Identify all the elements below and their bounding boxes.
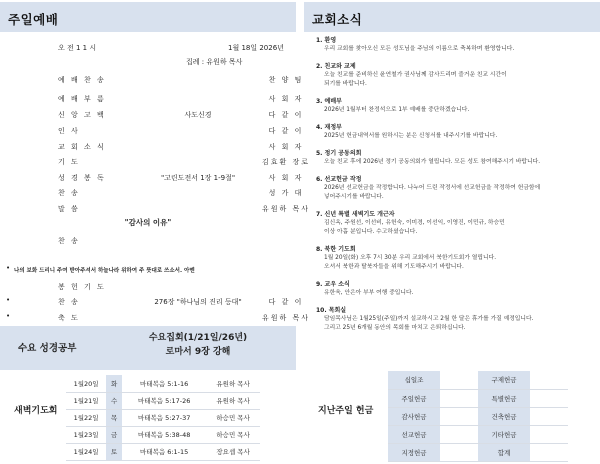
offering-type: 선교헌금 <box>388 425 440 443</box>
order-item: 봉 헌 기 도 <box>58 283 106 291</box>
offering-amount <box>530 443 568 461</box>
dawn-date: 1월21일 <box>66 392 106 409</box>
order-detail: "고린도전서 1장 1-9절" <box>160 174 236 182</box>
order-row <box>58 282 286 292</box>
offering-type: 구제헌금 <box>478 371 530 389</box>
offering-amount <box>440 443 478 461</box>
news-title: 4. 재정부 <box>316 124 342 131</box>
order-item: 성 경 봉 독 <box>58 174 106 182</box>
news-title: 3. 예배부 <box>316 98 342 105</box>
news-title: 10. 목회실 <box>316 307 347 314</box>
offering-amount <box>440 389 478 407</box>
order-row <box>58 126 304 136</box>
news-body: 김신옥, 주원선, 이선비, 유헌숙, 이미경, 이선익, 이영진, 이민규, 하승민 <box>324 220 505 226</box>
news-title: 8. 북한 기도회 <box>316 246 356 253</box>
news-body: 1월 20일(화) 오후 7시 30분 우리 교회에서 북한기도회가 열립니다. <box>324 255 497 261</box>
offering-amount <box>440 407 478 425</box>
dawn-day: 금 <box>106 426 122 443</box>
study-label: 수요 성경공부 <box>18 343 77 354</box>
news-body: 오늘 친교를 준비하신 윤연철가 권사님께 감사드리며 즐거운 친교 시간이 <box>324 72 507 78</box>
dawn-preacher: 장요셉 목사 <box>206 443 260 460</box>
offering-amount <box>440 371 478 389</box>
order-item: 기 도 <box>58 158 80 166</box>
offering-row <box>388 425 568 443</box>
offering-prayer: 나의 보화 드리니 주여 받아주셔서 하늘나라 위하여 주 뜻대로 쓰소서. 아멘 <box>14 268 195 274</box>
offering-type: 특별헌금 <box>478 389 530 407</box>
study-text <box>110 331 286 359</box>
offering-row <box>388 443 568 461</box>
dawn-day: 수 <box>106 392 122 409</box>
order-row <box>58 75 304 85</box>
news-item <box>316 245 596 272</box>
dawn-scripture: 마태복음 5:1-16 <box>122 375 206 392</box>
order-person: 유원하 목사 <box>261 314 311 322</box>
dawn-prayer-label: 새벽기도회 <box>14 406 58 416</box>
offering-type: 주일헌금 <box>388 389 440 407</box>
dawn-date: 1월23일 <box>66 426 106 443</box>
news-body: 오셔서 북한과 탈북자들을 위해 기도해주시기 바랍니다. <box>324 264 464 270</box>
offering-type: 십일조 <box>388 371 440 389</box>
offering-type: 감사헌금 <box>388 407 440 425</box>
bullet-icon: • <box>6 312 11 320</box>
order-item: 찬 송 <box>58 237 80 245</box>
news-body: 유한욱, 안은아 부부 여행 중입니다. <box>324 290 414 296</box>
offering-type: 합계 <box>478 443 530 461</box>
offering-row <box>388 407 568 425</box>
dawn-preacher: 유원하 목사 <box>206 392 260 409</box>
order-person: 성 가 대 <box>268 189 304 197</box>
offering-label: 지난주일 헌금 <box>318 406 374 416</box>
order-person: 사 회 자 <box>268 95 304 103</box>
offering-amount <box>530 389 568 407</box>
news-title: 6. 선교헌금 작정 <box>316 176 362 183</box>
service-leader: 집례 : 유원하 목사 <box>186 58 243 66</box>
news-item <box>316 210 596 237</box>
news-list <box>316 36 596 341</box>
news-body: 넣어주시기를 바랍니다. <box>324 194 384 200</box>
news-section <box>304 0 600 464</box>
order-row <box>58 142 304 152</box>
dawn-day: 목 <box>106 409 122 426</box>
dawn-row <box>66 443 260 460</box>
news-body: 되기를 바랍니다. <box>324 81 367 87</box>
news-title: 2. 친교와 교제 <box>316 63 356 70</box>
dawn-row <box>66 375 260 392</box>
order-item: 말 씀 <box>58 205 80 213</box>
order-item: 축 도 <box>58 314 80 322</box>
offering-amount <box>530 425 568 443</box>
dawn-scripture: 마태복음 5:27-37 <box>122 409 206 426</box>
dawn-row <box>66 392 260 409</box>
order-row <box>58 173 304 183</box>
dawn-date: 1월20일 <box>66 375 106 392</box>
order-row <box>58 313 311 323</box>
dawn-date: 1월24일 <box>66 443 106 460</box>
service-date: 1월 18일 2026년 <box>228 44 284 52</box>
order-row <box>58 188 304 198</box>
order-person: 사 회 자 <box>268 174 304 182</box>
news-item <box>316 175 596 202</box>
dawn-scripture: 마태복음 6:1-15 <box>122 443 206 460</box>
dawn-prayer-table <box>66 375 260 461</box>
service-time: 오 전 1 1 시 <box>58 44 97 52</box>
dawn-day: 화 <box>106 375 122 392</box>
news-heading: 교회소식 <box>304 2 600 32</box>
dawn-preacher: 하승민 목사 <box>206 426 260 443</box>
news-body: 우리 교회를 찾아오신 모든 성도님을 주님의 이름으로 축복하며 환영합니다. <box>324 46 515 52</box>
news-title: 7. 신년 특별 새벽기도 개근자 <box>316 211 395 218</box>
news-title: 9. 교우 소식 <box>316 281 350 288</box>
order-row <box>58 204 311 214</box>
bullet-icon: • <box>6 296 11 304</box>
order-person: 다 같 이 <box>268 298 304 306</box>
order-item: 찬 송 <box>58 189 80 197</box>
dawn-scripture: 마태복음 5:38-48 <box>122 426 206 443</box>
offering-type: 기타헌금 <box>478 425 530 443</box>
order-item: 교 회 소 식 <box>58 143 106 151</box>
dawn-preacher: 하승민 목사 <box>206 409 260 426</box>
study-line-2: 로마서 9장 강해 <box>165 347 231 357</box>
dawn-scripture: 마태복음 5:17-26 <box>122 392 206 409</box>
news-item <box>316 97 596 115</box>
news-title: 1. 환영 <box>316 37 337 44</box>
news-body: 담임목사님은 1월25일(주일)까지 설교하시고 2월 한 달은 휴가를 가질 예정입니다. <box>324 316 534 322</box>
study-line-1: 수요집회(1/21일/26년) <box>148 333 248 343</box>
wednesday-study <box>0 326 296 370</box>
order-item: 찬 송 <box>58 298 80 306</box>
order-person: 사 회 자 <box>268 143 304 151</box>
order-row <box>58 110 304 120</box>
order-person: 찬 양 팀 <box>268 76 304 84</box>
order-person: 다 같 이 <box>268 111 304 119</box>
order-item: 예 배 찬 송 <box>58 76 106 84</box>
order-detail: 사도신경 <box>184 111 212 119</box>
news-body: 2026년 선교헌금을 작정합니다. 나누어 드린 작정서에 선교헌금을 작정하여 헌금함에 <box>324 185 541 191</box>
worship-heading: 주일예배 <box>0 2 296 32</box>
order-row <box>58 94 304 104</box>
order-person: 김효환 장로 <box>261 158 311 166</box>
news-body: 오늘 친교 후에 2026년 정기 공동의회가 열립니다. 모든 성도 참여해주시기 바랍니다. <box>324 159 541 165</box>
dawn-day: 토 <box>106 443 122 460</box>
order-row <box>58 297 304 307</box>
news-body: 2026년 1월부터 찬정석으로 1부 예배를 중단하겠습니다. <box>324 107 470 113</box>
dawn-date: 1월22일 <box>66 409 106 426</box>
order-item: 신 앙 고 백 <box>58 111 106 119</box>
order-row <box>58 157 311 167</box>
order-item: 인 사 <box>58 127 80 135</box>
news-item <box>316 306 596 333</box>
dawn-row <box>66 426 260 443</box>
dawn-row <box>66 409 260 426</box>
offering-table <box>388 371 568 462</box>
order-item: 예 배 부 름 <box>58 95 106 103</box>
bullet-icon: • <box>6 264 11 272</box>
news-item <box>316 149 596 167</box>
news-body: 이상 아홉 분입니다. 수고하셨습니다. <box>324 229 418 235</box>
news-item <box>316 62 596 89</box>
order-person: 다 같 이 <box>268 127 304 135</box>
offering-amount <box>440 425 478 443</box>
offering-row <box>388 389 568 407</box>
offering-row <box>388 371 568 389</box>
news-body: 2025년 헌금내역서를 원하시는 분은 신청서를 내주시기를 바랍니다. <box>324 133 498 139</box>
offering-type: 건축헌금 <box>478 407 530 425</box>
order-person: 유원하 목사 <box>261 205 311 213</box>
order-detail: 276장 "하나님의 진리 등대" <box>154 298 242 306</box>
news-item <box>316 280 596 298</box>
dawn-preacher: 유원하 목사 <box>206 375 260 392</box>
sermon-title: "감사의 이유" <box>124 218 172 227</box>
offering-amount <box>530 371 568 389</box>
news-body: 그리고 25년 6개월 동안의 목회를 마치고 은퇴하십니다. <box>324 325 466 331</box>
order-row <box>58 236 286 246</box>
news-item <box>316 123 596 141</box>
offering-type: 지정헌금 <box>388 443 440 461</box>
news-item <box>316 36 596 54</box>
offering-amount <box>530 407 568 425</box>
news-title: 5. 정기 공동의회 <box>316 150 362 157</box>
